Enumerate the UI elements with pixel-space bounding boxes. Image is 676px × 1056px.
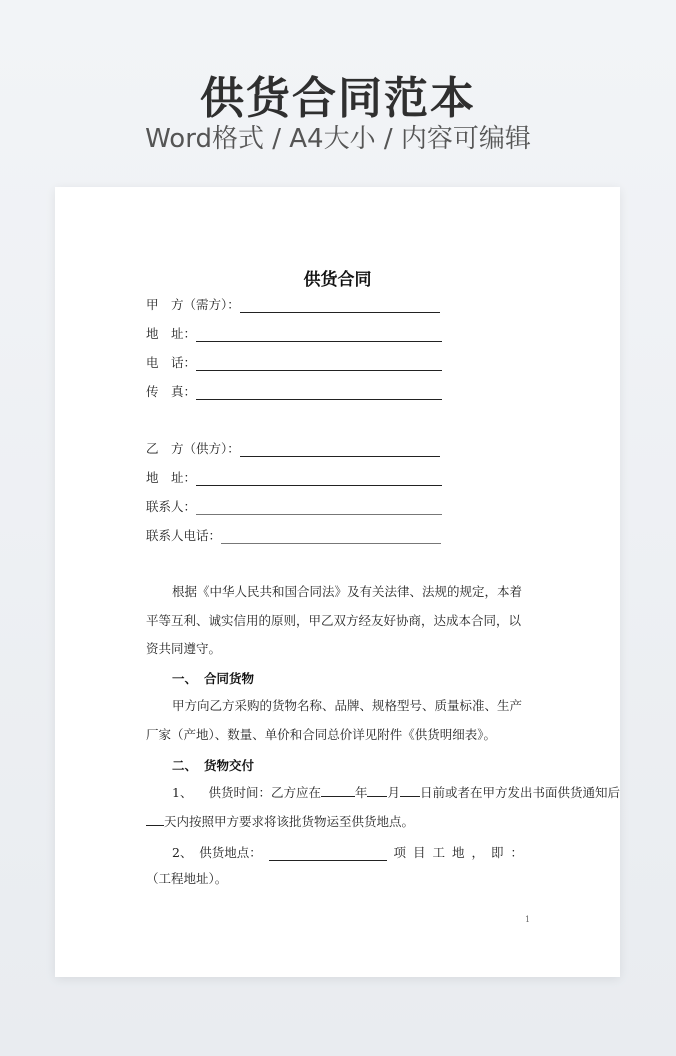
section-2-item-2	[146, 843, 530, 861]
page-number: 1	[525, 915, 531, 924]
party-a-phone-blank	[196, 356, 442, 371]
month-blank	[367, 784, 387, 797]
party-b-contact-field	[146, 497, 442, 515]
section-2-item-1	[146, 779, 621, 836]
party-a-fax-field	[146, 382, 442, 400]
party-b-contact-label: 联系人：	[146, 499, 197, 514]
banner-title: 供货合同范本	[200, 73, 476, 124]
day-blank	[400, 784, 420, 797]
party-a-field	[146, 295, 440, 313]
item-1-year: 年	[354, 785, 368, 800]
party-b-contact-phone-field	[146, 526, 441, 544]
party-a-address-blank	[196, 327, 442, 342]
location-blank	[269, 848, 387, 861]
party-a-phone-label: 电 话：	[146, 355, 197, 370]
item-1-text-b: 日前或者在甲方发出书面供货通知后	[420, 785, 621, 800]
party-b-blank	[240, 442, 440, 457]
item-1-month: 月	[387, 785, 400, 800]
party-b-field	[146, 439, 440, 457]
section-1-number: 一、	[172, 671, 198, 686]
party-b-address-blank	[196, 471, 442, 486]
year-blank	[321, 784, 355, 797]
section-1-body: 甲方向乙方采购的货物名称、品牌、规格型号、质量标准、生产厂家（产地）、数量、单价和合同总价详见附件《供货明细表》。	[146, 698, 523, 742]
section-1-title: 合同货物	[204, 671, 255, 686]
section-2-heading	[172, 756, 254, 774]
days-blank	[146, 813, 164, 826]
item-1-text-a: 供货时间：乙方应在	[208, 785, 321, 800]
party-b-contact-phone-label: 联系人电话：	[146, 528, 222, 543]
party-a-phone-field	[146, 353, 442, 371]
party-a-label: 甲 方（需方）：	[146, 297, 240, 312]
banner-subtitle: Word格式 / A4大小 / 内容可编辑	[145, 124, 531, 154]
section-2-title: 货物交付	[204, 758, 255, 773]
party-b-contact-blank	[196, 500, 442, 515]
document-title: 供货合同	[303, 270, 372, 290]
party-b-label: 乙 方（供方）：	[146, 441, 240, 456]
item-2-number: 2、	[172, 845, 193, 860]
party-a-blank	[240, 298, 440, 313]
section-2-number: 二、	[172, 758, 198, 773]
section-1-heading	[172, 669, 254, 687]
item-2-suffix: 项目工地，即：	[393, 845, 530, 860]
document-page	[55, 187, 620, 977]
party-b-address-label: 地 址：	[146, 470, 197, 485]
item-2-label: 供货地点：	[199, 845, 262, 860]
party-b-contact-phone-blank	[221, 529, 441, 544]
party-a-fax-label: 传 真：	[146, 384, 197, 399]
preamble-paragraph: 根据《中华人民共和国合同法》及有关法律、法规的规定，本着平等互利、诚实信用的原则，甲乙双方经友好协商，达成本合同，以资共同遵守。	[146, 584, 523, 656]
item-1-text-c: 天内按照甲方要求将该批货物运至供货地点。	[164, 813, 415, 829]
party-b-address-field	[146, 468, 442, 486]
item-1-number: 1、	[172, 785, 193, 800]
party-a-fax-blank	[196, 385, 442, 400]
item-2-line-2: （工程地址）。	[146, 871, 228, 886]
party-a-address-field	[146, 324, 442, 342]
party-a-address-label: 地 址：	[146, 326, 197, 341]
